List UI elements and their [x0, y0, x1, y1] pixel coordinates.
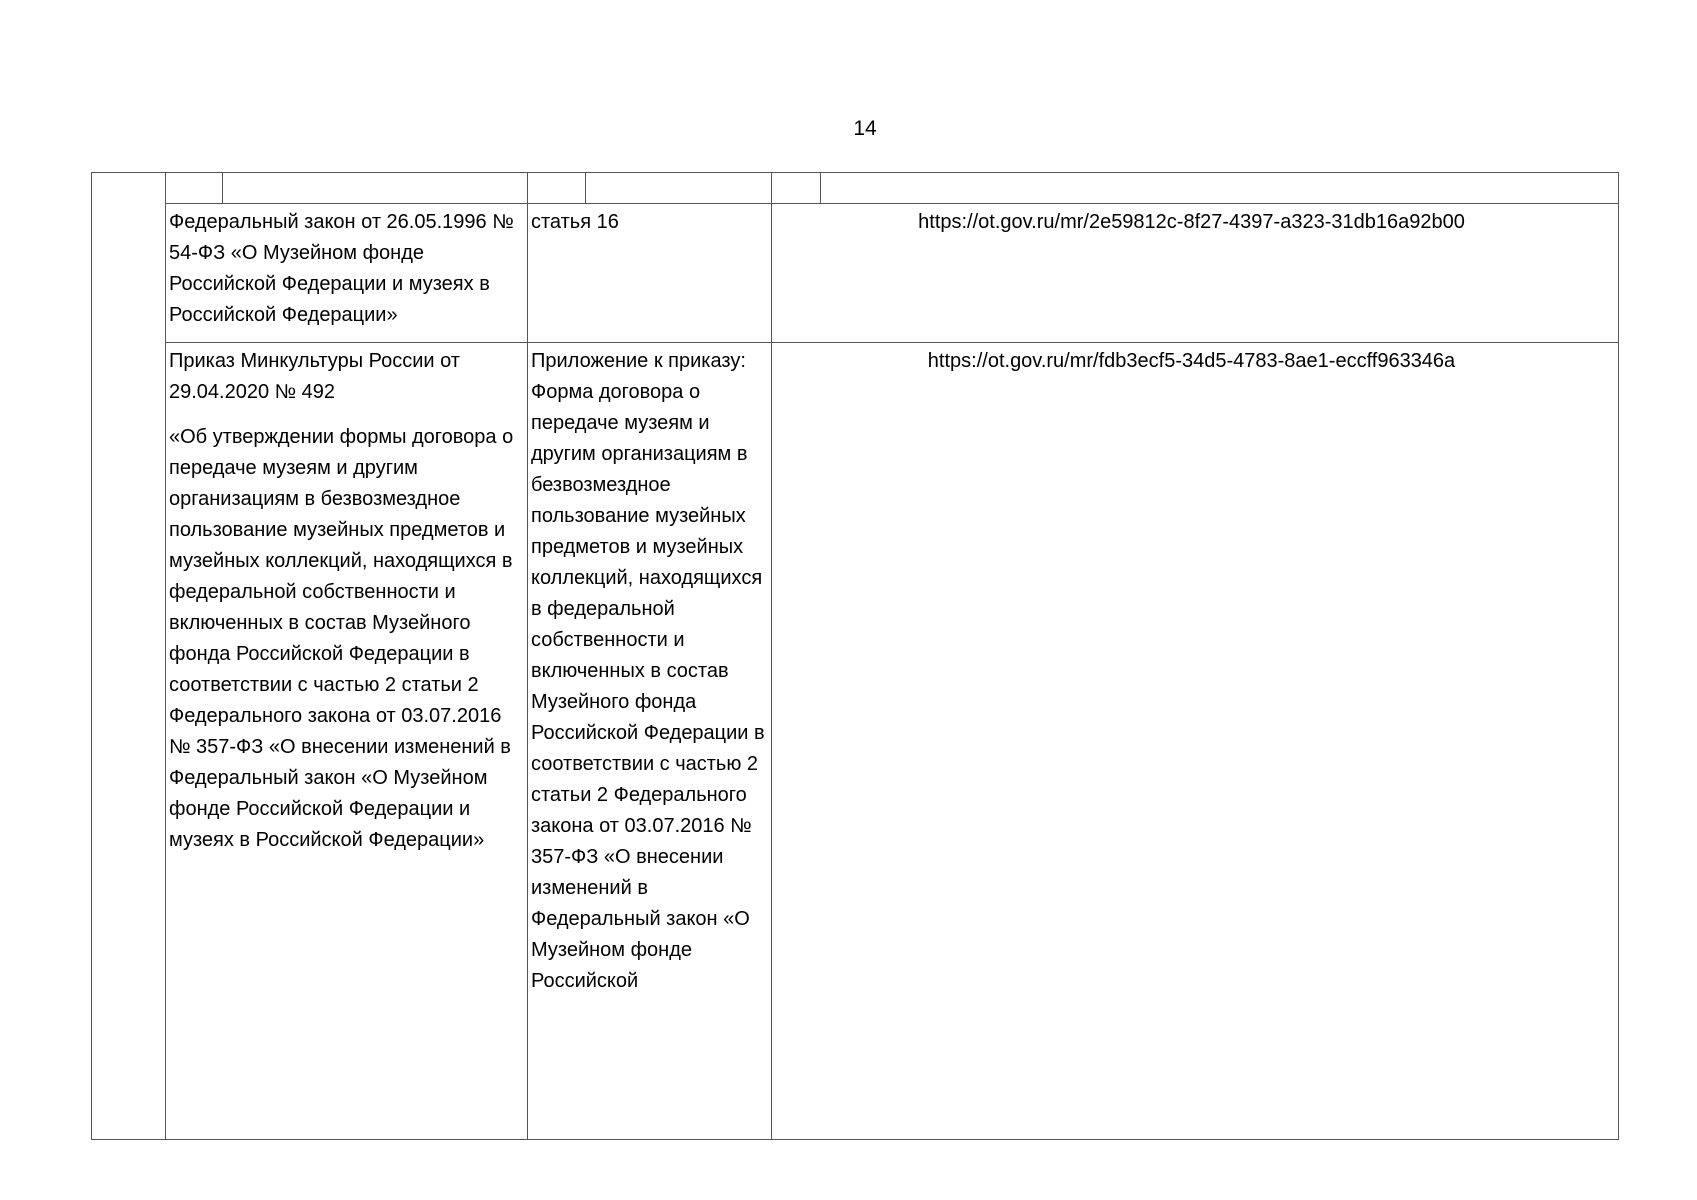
document-cell [166, 343, 528, 1140]
provision-cell [528, 343, 772, 1140]
index-column-cell [92, 173, 166, 1140]
table-row [92, 204, 1619, 343]
link-cell [772, 343, 1619, 1140]
legal-acts-table [91, 172, 1619, 1140]
provision-text: Приложение к приказу: Форма договора о передаче музеям и другим организациям в безвозмездное пользование музейных предметов и музейных коллекций, находящихся в федеральной собственности и включенных в состав Музейного фонда Российской Федерации в соответствии с частью 2 статьи 2 Федерального закона от 03.07.2016 № 357-ФЗ «О внесении изменений в Федеральный закон «О Музейном фонде Российской [531, 350, 765, 992]
page-number: 14 [853, 117, 877, 140]
link-cell [772, 204, 1619, 343]
header-cell [166, 173, 223, 204]
document-title: Приказ Минкультуры России от 29.04.2020 № 492 [169, 350, 460, 403]
document-text: Федеральный закон от 26.05.1996 № 54-ФЗ «О Музейном фонде Российской Федерации и музеях в Российской Федерации» [169, 211, 514, 326]
provision-text: статья 16 [531, 211, 619, 233]
header-cell [586, 173, 772, 204]
document-text: «Об утверждении формы договора о передаче музеям и другим организациям в безвозмездное пользование музейных предметов и музейных коллекций, находящихся в федеральной собственности и включенных в состав Музейного фонда Российской Федерации в соответствии с частью 2 статьи 2 Федерального закона от 03.07.2016 № 357-ФЗ «О внесении изменений в Федеральный закон «О Музейном фонде Российской Федерации и музеях в Российской Федерации» [169, 426, 514, 851]
header-row [92, 173, 1619, 204]
table-row [92, 343, 1619, 1140]
header-cell [223, 173, 528, 204]
document-link[interactable]: https://ot.gov.ru/mr/fdb3ecf5-34d5-4783-8ae1-eccff963346a [927, 350, 1456, 372]
provision-cell [528, 204, 772, 343]
header-cell [772, 173, 821, 204]
header-cell [528, 173, 586, 204]
document-link[interactable]: https://ot.gov.ru/mr/2e59812c-8f27-4397-a323-31db16a92b00 [918, 211, 1465, 233]
header-cell [821, 173, 1619, 204]
document-cell [166, 204, 528, 343]
